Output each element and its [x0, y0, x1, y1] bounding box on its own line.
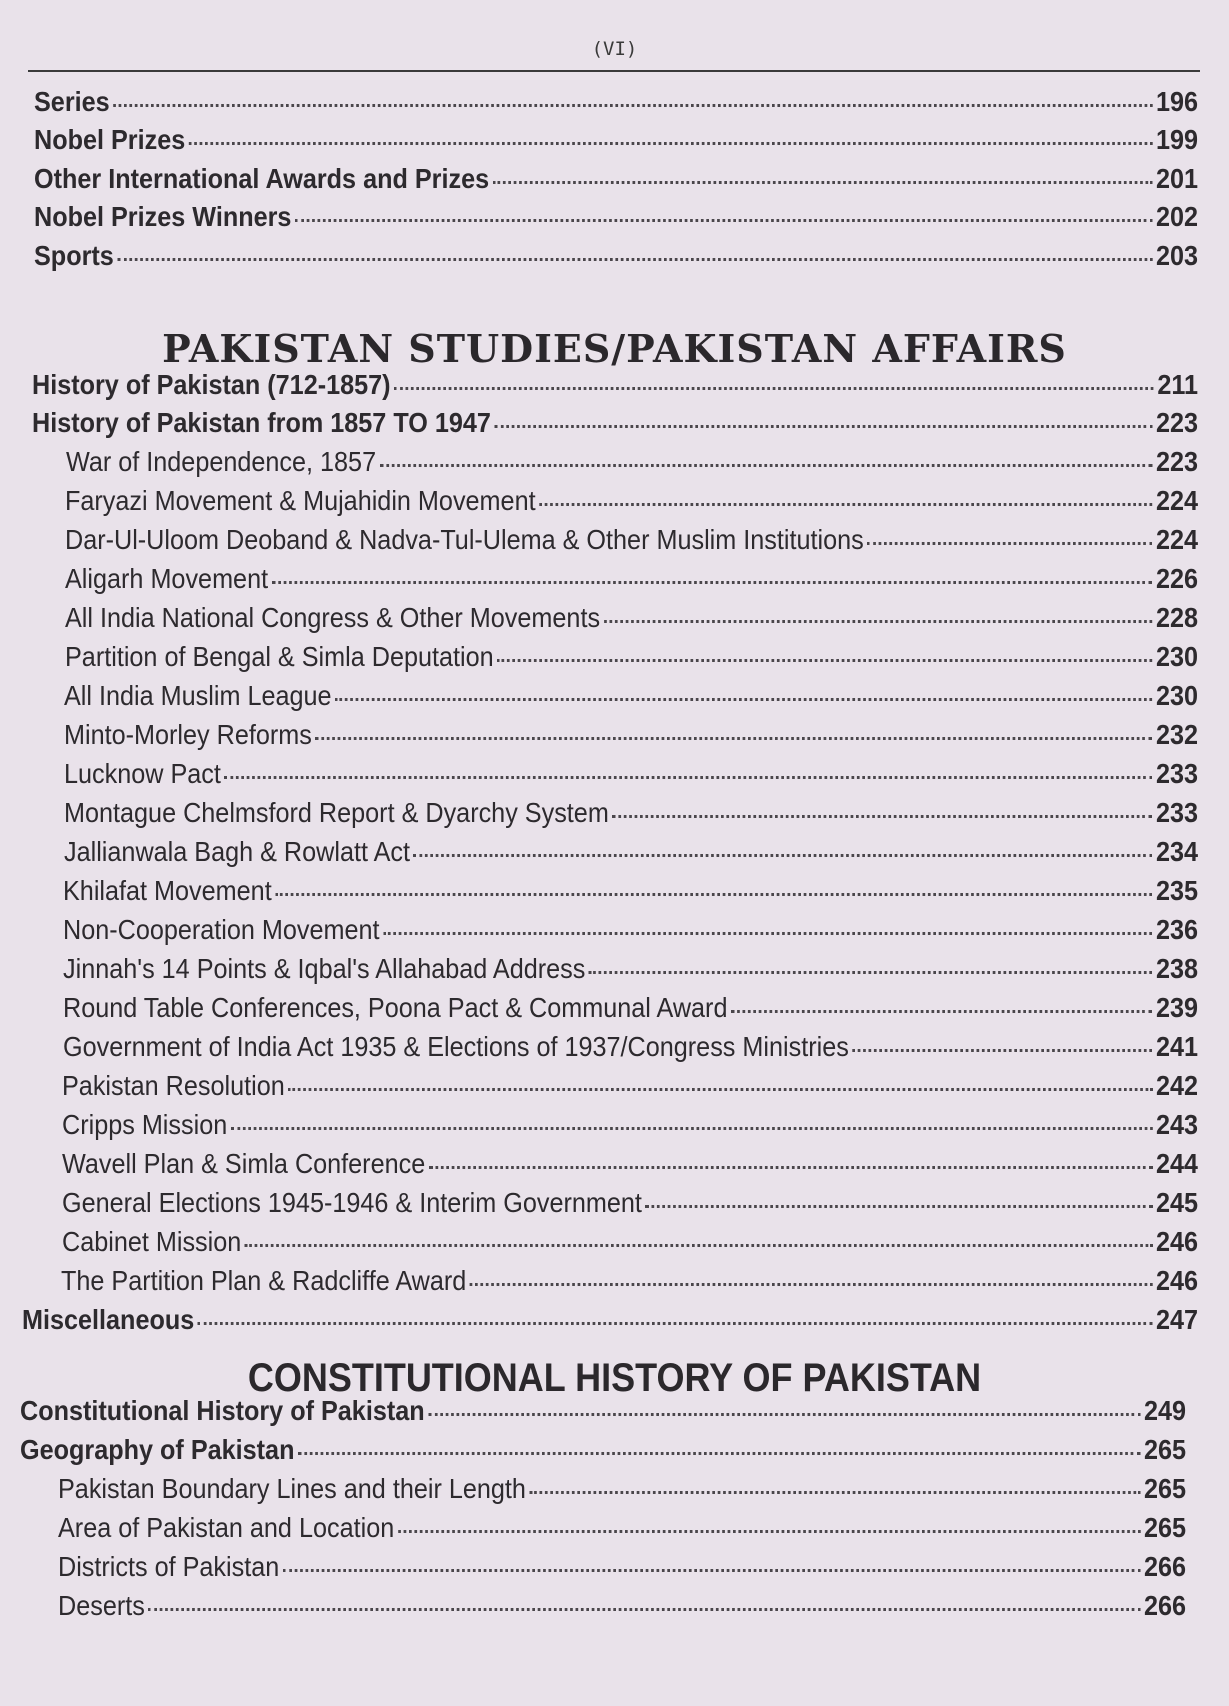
dot-leader [275, 893, 1152, 896]
toc-entry-label: Constitutional History of Pakistan [20, 1395, 425, 1426]
toc-entry-label: Jallianwala Bagh & Rowlatt Act [64, 836, 410, 867]
toc-entry-label: Partition of Bengal & Simla Deputation [65, 641, 494, 672]
toc-entry-page: 234 [1155, 836, 1198, 867]
toc-entry-page: 244 [1155, 1148, 1198, 1179]
toc-entry-page: 202 [1155, 201, 1198, 232]
dot-leader [495, 425, 1153, 428]
toc-entry [34, 201, 1198, 233]
dot-leader [731, 1010, 1152, 1013]
toc-entry-page: 265 [1143, 1473, 1186, 1504]
toc-entry [65, 641, 1198, 673]
dot-leader [530, 1491, 1141, 1494]
toc-entry-label: Aligarh Movement [65, 563, 269, 594]
toc-entry-label: Pakistan Boundary Lines and their Length [58, 1473, 526, 1504]
toc-entry-page: 235 [1155, 875, 1198, 906]
toc-entry-label: Non-Cooperation Movement [63, 914, 380, 945]
toc-entry-label: Dar-Ul-Uloom Deoband & Nadva-Tul-Ulema & Other Muslim Institutions [65, 524, 864, 555]
dot-leader [867, 542, 1152, 545]
toc-entry [34, 86, 1198, 118]
toc-entry-label: The Partition Plan & Radcliffe Award [61, 1265, 467, 1296]
toc-entry [63, 875, 1198, 907]
toc-entry-page: 265 [1143, 1512, 1186, 1543]
toc-entry [63, 953, 1198, 985]
toc-entry [64, 719, 1198, 751]
dot-leader [398, 1530, 1141, 1533]
toc-entry-label: Pakistan Resolution [62, 1070, 285, 1101]
toc-entry-label: Districts of Pakistan [58, 1551, 280, 1582]
dot-leader [148, 1608, 1140, 1611]
toc-entry [64, 680, 1198, 712]
toc-entry-label: Khilafat Movement [63, 875, 272, 906]
toc-entry-label: War of Independence, 1857 [66, 446, 377, 477]
toc-entry-label: Faryazi Movement & Mujahidin Movement [65, 485, 536, 516]
toc-entry-page: 266 [1143, 1590, 1186, 1621]
toc-entry-page: 196 [1155, 86, 1198, 117]
toc-entry [58, 1590, 1186, 1622]
toc-entry-page: 230 [1155, 680, 1198, 711]
toc-entry-page: 238 [1155, 953, 1198, 984]
toc-entry [62, 1226, 1198, 1258]
toc-entry [34, 163, 1198, 195]
toc-entry-label: Sports [34, 240, 114, 271]
toc-entry-label: Lucknow Pact [64, 758, 221, 789]
toc-entry-label: All India Muslim League [64, 680, 332, 711]
toc-entry [65, 602, 1198, 634]
toc-entry [64, 836, 1198, 868]
toc-entry-label: Government of India Act 1935 & Elections of 1937/Congress Ministries [63, 1031, 849, 1062]
dot-leader [295, 219, 1152, 222]
toc-entry-label: Miscellaneous [22, 1304, 195, 1335]
dot-leader [604, 620, 1153, 623]
section-title-pakistan-studies: PAKISTAN STUDIES/PAKISTAN AFFAIRS [162, 326, 1067, 371]
dot-leader [539, 503, 1152, 506]
toc-entry-page: 246 [1155, 1265, 1198, 1296]
dot-leader [231, 1127, 1153, 1130]
toc-entry [34, 240, 1198, 272]
dot-leader [224, 776, 1152, 779]
page-number: (VI) [591, 38, 638, 60]
toc-entry-label: Cabinet Mission [62, 1226, 242, 1257]
toc-entry [62, 1148, 1198, 1180]
dot-leader [117, 258, 1152, 261]
toc-entry-label: Geography of Pakistan [20, 1434, 295, 1465]
toc-entry-label: Area of Pakistan and Location [58, 1512, 395, 1543]
toc-entry [62, 1187, 1198, 1219]
toc-entry [34, 124, 1198, 156]
dot-leader [589, 971, 1152, 974]
toc-entry [20, 1434, 1186, 1466]
toc-entry-page: 249 [1143, 1395, 1186, 1426]
dot-leader [298, 1452, 1140, 1455]
section-title-constitutional-history: CONSTITUTIONAL HISTORY OF PAKISTAN [247, 1356, 982, 1400]
toc-entry [58, 1473, 1186, 1505]
toc-entry-page: 233 [1155, 758, 1198, 789]
dot-leader [245, 1244, 1152, 1247]
toc-entry-label: Nobel Prizes [34, 124, 186, 155]
dot-leader [497, 659, 1152, 662]
toc-entry-label: History of Pakistan (712-1857) [32, 369, 391, 400]
dot-leader [189, 142, 1152, 145]
dot-leader [335, 698, 1152, 701]
toc-entry-page: 243 [1155, 1109, 1198, 1140]
dot-leader [429, 1166, 1153, 1169]
dot-leader [612, 815, 1152, 818]
toc-entry-label: Minto-Morley Reforms [64, 719, 312, 750]
toc-entry-page: 232 [1155, 719, 1198, 750]
dot-leader [198, 1322, 1152, 1325]
dot-leader [272, 581, 1153, 584]
toc-entry [58, 1512, 1186, 1544]
toc-entry [32, 407, 1198, 439]
dot-leader [646, 1205, 1153, 1208]
toc-entry-label: Deserts [58, 1590, 145, 1621]
toc-entry-page: 241 [1155, 1031, 1198, 1062]
toc-entry-label: Other International Awards and Prizes [34, 163, 490, 194]
header-rule [28, 70, 1200, 72]
dot-leader [383, 932, 1152, 935]
toc-entry-label: History of Pakistan from 1857 TO 1947 [32, 407, 491, 438]
dot-leader [414, 854, 1153, 857]
toc-entry-label: Nobel Prizes Winners [34, 201, 292, 232]
toc-entry [64, 758, 1198, 790]
dot-leader [470, 1283, 1152, 1286]
toc-entry-label: Wavell Plan & Simla Conference [62, 1148, 426, 1179]
toc-entry [65, 563, 1198, 595]
toc-entry [64, 797, 1198, 829]
toc-entry-page: 201 [1155, 163, 1198, 194]
toc-entry-label: Jinnah's 14 Points & Iqbal's Allahabad Address [63, 953, 586, 984]
toc-entry [65, 485, 1198, 517]
toc-entry [65, 524, 1198, 556]
toc-entry [63, 992, 1198, 1024]
dot-leader [113, 104, 1152, 107]
dot-leader [315, 737, 1152, 740]
toc-entry [22, 1304, 1198, 1336]
toc-entry-label: Series [34, 86, 110, 117]
toc-entry [62, 1109, 1198, 1141]
toc-entry-page: 230 [1155, 641, 1198, 672]
toc-entry [63, 1031, 1198, 1063]
toc-entry-page: 223 [1155, 446, 1198, 477]
toc-entry-page: 242 [1155, 1070, 1198, 1101]
toc-entry-page: 228 [1155, 602, 1198, 633]
toc-entry-label: All India National Congress & Other Movements [65, 602, 601, 633]
toc-entry [20, 1395, 1186, 1427]
dot-leader [288, 1088, 1152, 1091]
dot-leader [493, 181, 1153, 184]
toc-entry [32, 369, 1198, 401]
toc-entry-page: 266 [1143, 1551, 1186, 1582]
toc-entry-label: Montague Chelmsford Report & Dyarchy System [64, 797, 609, 828]
toc-entry-page: 224 [1155, 524, 1198, 555]
toc-entry-page: 211 [1157, 369, 1198, 400]
toc-entry-page: 236 [1155, 914, 1198, 945]
toc-entry-page: 223 [1155, 407, 1198, 438]
toc-entry-page: 199 [1155, 124, 1198, 155]
toc-entry-page: 203 [1155, 240, 1198, 271]
toc-entry-page: 265 [1143, 1434, 1186, 1465]
toc-entry-page: 224 [1155, 485, 1198, 516]
dot-leader [428, 1413, 1140, 1416]
toc-entry [63, 914, 1198, 946]
toc-entry-page: 226 [1155, 563, 1198, 594]
toc-entry [61, 1265, 1198, 1297]
toc-entry-page: 246 [1155, 1226, 1198, 1257]
dot-leader [394, 387, 1154, 390]
toc-entry-label: Round Table Conferences, Poona Pact & Communal Award [63, 992, 728, 1023]
toc-entry [58, 1551, 1186, 1583]
toc-entry-page: 239 [1155, 992, 1198, 1023]
toc-entry [66, 446, 1198, 478]
dot-leader [852, 1049, 1152, 1052]
toc-entry-label: General Elections 1945-1946 & Interim Government [62, 1187, 642, 1218]
toc-entry [62, 1070, 1198, 1102]
toc-entry-page: 245 [1155, 1187, 1198, 1218]
dot-leader [380, 464, 1153, 467]
toc-entry-page: 247 [1155, 1304, 1198, 1335]
toc-entry-page: 233 [1155, 797, 1198, 828]
dot-leader [283, 1569, 1140, 1572]
toc-entry-label: Cripps Mission [62, 1109, 228, 1140]
